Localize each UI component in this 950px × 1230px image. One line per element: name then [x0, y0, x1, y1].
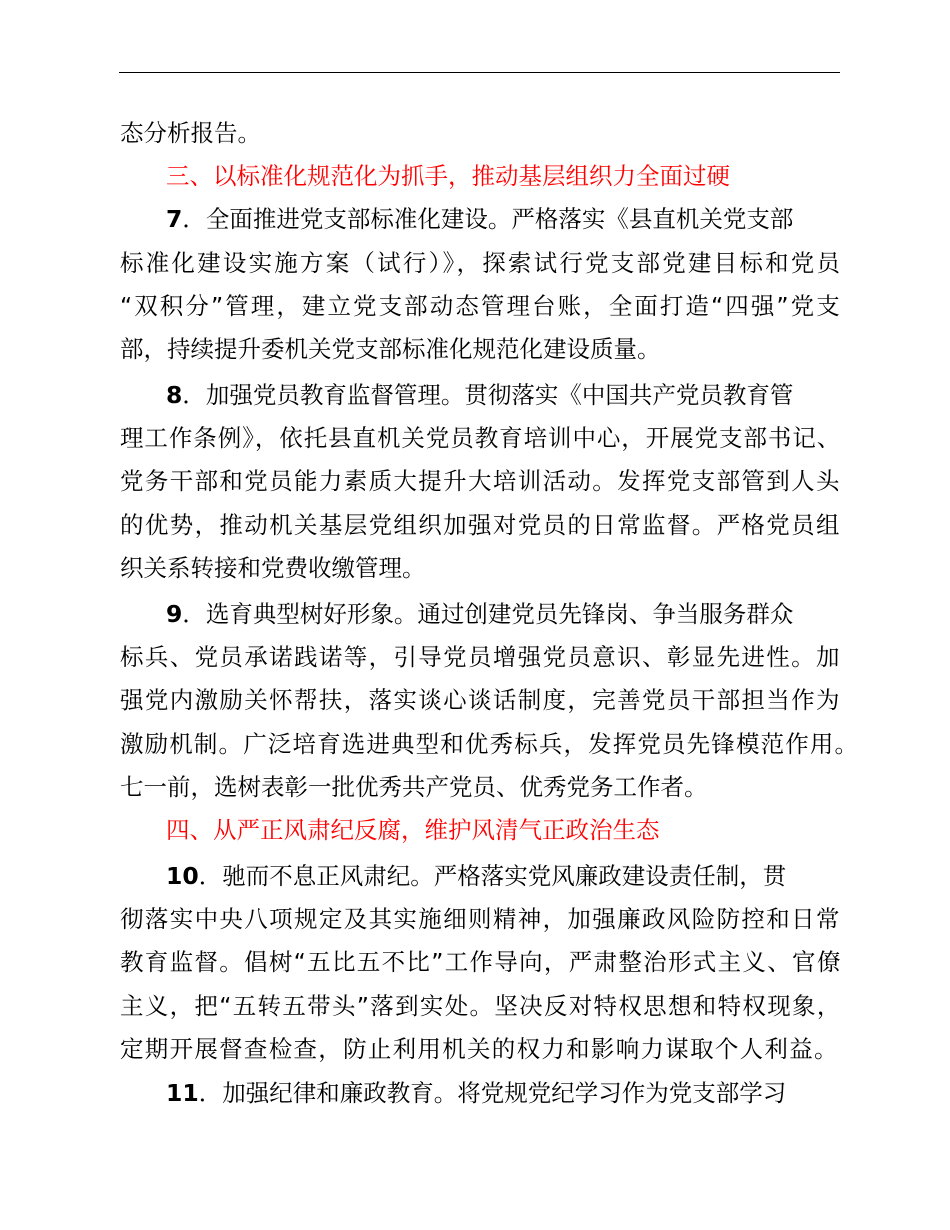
- line-text: 党务干部和党员能力素质大提升大培训活动。发挥党支部管到人头: [120, 467, 841, 495]
- paragraph-line: [120, 685, 841, 715]
- numbered-item-line: [166, 204, 793, 234]
- paragraph-line: [120, 772, 708, 802]
- paragraph-line: [120, 423, 841, 453]
- line-text: 彻落实中央八项规定及其实施细则精神，加强廉政风险防控和日常: [120, 905, 841, 933]
- line-text: ．加强党员教育监督管理。贯彻落实《中国共产党员教育管: [182, 381, 794, 409]
- line-text: 教育监督。倡树“五比五不比”工作导向，严肃整治形式主义、官僚: [120, 948, 842, 976]
- numbered-item-line: [166, 599, 793, 629]
- line-text: 的优势，推动机关基层党组织加强对党员的日常监督。严格党员组: [120, 511, 841, 539]
- line-text: ．加强纪律和廉政教育。将党规党纪学习作为党支部学习: [198, 1079, 787, 1107]
- line-text: 标兵、党员承诺践诺等，引导党员增强党员意识、彰显先进性。加: [120, 643, 841, 671]
- numbered-item-line: [166, 861, 786, 891]
- paragraph-line: [120, 904, 841, 934]
- line-text: ．驰而不息正风肃纪。严格落实党风廉政建设责任制，贯: [198, 862, 787, 890]
- paragraph-line: [120, 334, 661, 364]
- item-number: 10: [166, 862, 199, 890]
- header-rule: [119, 72, 840, 73]
- line-text: 态分析报告。: [120, 119, 261, 147]
- line-text: 主义，把“五转五带头”落到实处。坚决反对特权思想和特权现象，: [120, 992, 842, 1020]
- paragraph-line: [120, 991, 842, 1021]
- numbered-item-line: [166, 1078, 786, 1108]
- line-text: 理工作条例》，依托县直机关党员教育培训中心，开展党支部书记、: [120, 424, 842, 452]
- paragraph-line: [120, 248, 842, 278]
- line-text: “双积分”管理，建立党支部动态管理台账，全面打造“四强”党支: [120, 292, 842, 320]
- line-text: 激励机制。广泛培育选进典型和优秀标兵，发挥党员先锋模范作用。: [120, 730, 860, 758]
- line-text: 织关系转接和党费收缴管理。: [120, 554, 426, 582]
- paragraph-line: [120, 553, 426, 583]
- line-text: 四、从严正风肃纪反腐，维护风清气正政治生态: [166, 816, 660, 844]
- line-text: ．选育典型树好形象。通过创建党员先锋岗、争当服务群众: [182, 600, 794, 628]
- paragraph-line: [120, 729, 859, 759]
- line-text: 三、以标准化规范化为抓手，推动基层组织力全面过硬: [166, 162, 730, 190]
- numbered-item-line: [166, 380, 793, 410]
- paragraph-line: [120, 1034, 839, 1064]
- paragraph-line: [120, 642, 841, 672]
- line-text: 强党内激励关怀帮扶，落实谈心谈话制度，完善党员干部担当作为: [120, 686, 841, 714]
- paragraph-line: [120, 947, 842, 977]
- item-number: 8: [166, 381, 183, 409]
- paragraph-line: [120, 291, 842, 321]
- line-text: 标准化建设实施方案（试行）》，探索试行党支部党建目标和党员: [120, 249, 843, 277]
- line-text: 部，持续提升委机关党支部标准化规范化建设质量。: [120, 335, 661, 363]
- section-heading: [166, 161, 730, 191]
- paragraph-line: [120, 118, 261, 148]
- item-number: 11: [166, 1079, 199, 1107]
- line-text: 七一前，选树表彰一批优秀共产党员、优秀党务工作者。: [120, 773, 708, 801]
- section-heading: [166, 815, 660, 845]
- item-number: 9: [166, 600, 183, 628]
- item-number: 7: [166, 205, 183, 233]
- line-text: 定期开展督查检查，防止利用机关的权力和影响力谋取个人利益。: [120, 1035, 839, 1063]
- paragraph-line: [120, 510, 841, 540]
- paragraph-line: [120, 466, 841, 496]
- line-text: ．全面推进党支部标准化建设。严格落实《县直机关党支部: [182, 205, 794, 233]
